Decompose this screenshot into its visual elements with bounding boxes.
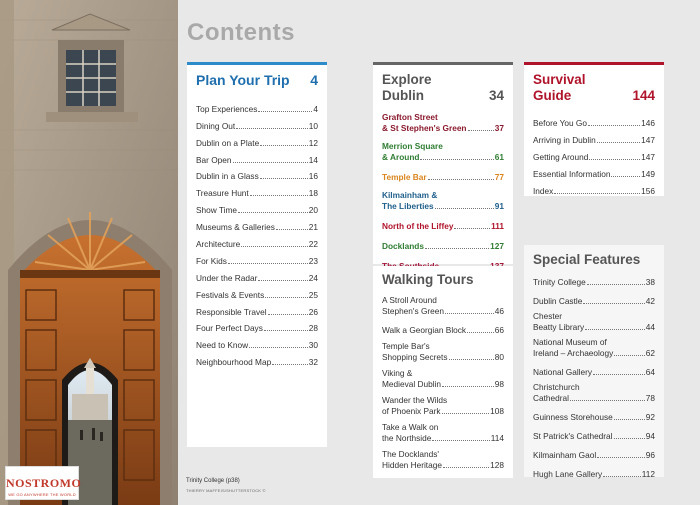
photo-caption: Trinity College (p38) [186,478,240,484]
entry-label: Before You Go [533,118,587,128]
entry-label-line2: Ireland – Archaeology [533,348,614,358]
entry-label-line2: of Phoenix Park [382,406,441,416]
entry-page: 147 [641,152,655,162]
dot-leader [249,347,308,348]
section-page: 34 [488,88,504,103]
entry-label: Top Experiences [196,103,258,114]
toc-entry[interactable] [533,446,655,460]
nostromo-logo [5,466,82,500]
dot-leader [241,246,307,247]
entry-label-line2-row [382,201,504,211]
dot-leader [250,195,308,196]
toc-entry[interactable] [382,368,504,389]
entry-page: 108 [490,406,504,416]
dot-leader [258,111,312,112]
toc-entry[interactable] [196,266,318,283]
toc-entry[interactable] [382,395,504,416]
survival-list [533,111,655,196]
toc-entry[interactable] [196,131,318,148]
dot-leader [593,374,645,375]
entry-label-line2: Stephen's Green [382,306,445,316]
dot-leader [614,438,645,439]
toc-entry[interactable] [196,165,318,182]
toc-entry[interactable] [196,333,318,350]
toc-entry[interactable] [533,111,655,128]
entry-label: Responsible Travel [196,306,267,317]
entry-page: 14 [308,154,318,165]
toc-entry[interactable] [533,465,655,479]
dot-leader [260,178,308,179]
toc-entry[interactable] [382,219,504,231]
dot-leader [603,476,641,477]
toc-entry[interactable] [533,145,655,162]
entry-label: Essential Information [533,169,611,179]
entry-label-line2: The Liberties [382,201,434,211]
toc-entry[interactable] [533,179,655,196]
entry-page: 18 [308,188,318,199]
section-title: Plan Your Trip [196,72,290,88]
entry-label-line2: the Northside [382,433,432,443]
entry-label-line2: Cathedral [533,393,569,403]
toc-entry[interactable] [382,341,504,362]
toc-entry[interactable] [196,232,318,249]
cover-photo [0,0,178,505]
entry-page: 62 [645,348,655,358]
toc-entry[interactable] [196,350,318,367]
toc-entry[interactable] [196,148,318,165]
dot-leader [435,208,494,209]
explore-list [382,112,504,271]
dot-leader [420,159,493,160]
toc-entry[interactable] [196,249,318,266]
entry-page: 111 [491,221,504,231]
entry-page: 4 [313,103,318,114]
toc-entry[interactable] [382,322,504,335]
toc-entry[interactable] [196,317,318,334]
entry-label: Festivals & Events [196,289,265,300]
entry-label-line1: Chester [533,311,563,321]
entry-page: 20 [308,205,318,216]
entry-page: 127 [490,241,504,251]
entry-label-line2-row [533,393,655,403]
entry-label: Dublin in a Glass [196,171,259,182]
dot-leader [468,130,494,131]
entry-label: Walk a Georgian Block [382,325,467,335]
dot-leader [264,330,308,331]
section-page: 144 [632,88,655,103]
entry-label: Need to Know [196,340,249,351]
entry-label: For Kids [196,255,227,266]
entry-page: 42 [645,296,655,306]
entry-page: 112 [641,469,655,479]
entry-label: North of the Liffey [382,221,454,231]
entry-label-line1: The Docklands' [382,449,439,459]
entry-page: 38 [645,277,655,287]
entry-label: Four Perfect Days [196,323,263,334]
dot-leader [258,280,307,281]
section-heading [382,272,504,287]
entry-label: Hugh Lane Gallery [533,469,603,479]
dot-leader [268,314,308,315]
toc-entry[interactable] [382,112,504,133]
dot-leader [445,313,494,314]
dot-leader [428,179,494,180]
toc-entry[interactable] [382,141,504,162]
dot-leader [236,128,308,129]
section-page: 4 [310,72,318,88]
entry-label-line1: Viking & [382,368,413,378]
toc-entry[interactable] [533,273,655,287]
dot-leader [585,329,645,330]
entry-label-line1: Take a Walk on [382,422,439,432]
entry-label: Temple Bar [382,172,427,182]
entry-label-line1: Christchurch [533,382,580,392]
entry-label: Dublin Castle [533,296,583,306]
entry-label: Getting Around [533,152,589,162]
section-title: Explore Dublin [382,72,432,103]
entry-page: 26 [308,306,318,317]
toc-entry[interactable] [196,114,318,131]
entry-page: 147 [641,135,655,145]
section-title: Survival Guide [533,72,586,103]
entry-page: 114 [490,433,504,443]
entry-page: 23 [308,255,318,266]
entry-label-line2: Beatty Library [533,322,585,332]
section-heading [382,72,504,104]
entry-page: 64 [645,367,655,377]
section-heading [533,72,655,104]
dot-leader [238,212,308,213]
plan-your-trip-card [187,62,327,447]
entry-label-line1: Kilmainham & [382,190,438,200]
dot-leader [583,303,644,304]
dot-leader [233,162,308,163]
entry-label-line2-row [382,123,504,133]
dot-leader [597,142,640,143]
entry-label-line1: National Museum of [533,337,607,347]
toc-entry[interactable] [533,382,655,403]
dot-leader [570,400,645,401]
logo-wordmark: NOSTROMO [6,476,82,490]
entry-label: Arriving in Dublin [533,135,596,145]
toc-entry[interactable] [382,422,504,443]
entry-page: 32 [308,357,318,368]
toc-entry[interactable] [382,295,504,316]
entry-page: 66 [494,325,504,335]
toc-entry[interactable] [196,97,318,114]
entry-label-line2-row [382,406,504,416]
toc-entry[interactable] [382,190,504,211]
entry-label-line2-row [533,322,655,332]
entry-page: 37 [494,123,504,133]
entry-label-line2-row [382,352,504,362]
toc-entry[interactable] [533,292,655,306]
toc-entry[interactable] [533,363,655,377]
entry-label: Museums & Galleries [196,222,275,233]
toc-entry[interactable] [533,162,655,179]
toc-entry[interactable] [533,311,655,332]
entry-label: Show Time [196,205,238,216]
entry-label: Neighbourhood Map [196,357,272,368]
plan-list [196,97,318,367]
entry-label: Trinity College [533,277,586,287]
entry-label-line2: Shopping Secrets [382,352,448,362]
entry-label-line2-row [382,379,504,389]
dot-leader [265,297,308,298]
photo-credit: THIERRY MAFFEIS/SHUTTERSTOCK © [186,488,266,493]
entry-page: 96 [645,450,655,460]
section-title: Walking Tours [382,272,474,287]
entry-label: Docklands [382,241,424,251]
entry-page: 28 [308,323,318,334]
dot-leader [454,228,490,229]
section-heading [533,252,655,267]
dot-leader [443,467,489,468]
entry-label-line2: & St Stephen's Green [382,123,467,133]
section-heading [196,72,318,88]
toc-entry[interactable] [196,181,318,198]
toc-entry[interactable] [196,215,318,232]
dot-leader [425,248,489,249]
dot-leader [228,263,308,264]
toc-entry[interactable] [533,408,655,422]
entry-page: 22 [308,239,318,250]
entry-page: 61 [494,152,504,162]
toc-entry[interactable] [533,128,655,145]
entry-label: Index [533,186,554,196]
toc-entry[interactable] [196,198,318,215]
entry-page: 146 [641,118,655,128]
entry-label: Guinness Storehouse [533,412,613,422]
entry-page: 92 [645,412,655,422]
entry-label-line1: A Stroll Around [382,295,437,305]
walking-tours-card [373,266,513,478]
entry-label: St Patrick's Cathedral [533,431,613,441]
entry-label: Dining Out [196,120,236,131]
entry-label: National Gallery [533,367,593,377]
entry-label-line2: & Around [382,152,420,162]
dot-leader [260,145,308,146]
entry-page: 77 [494,172,504,182]
entry-label-line1: Temple Bar's [382,341,430,351]
logo-tagline: WE GO ANYWHERE THE WORLD [8,492,76,497]
entry-page: 46 [494,306,504,316]
special-list [533,273,655,479]
toc-entry[interactable] [382,170,504,182]
toc-entry[interactable] [382,449,504,470]
entry-label-line2: Hidden Heritage [382,460,442,470]
entry-label-line2-row [382,460,504,470]
entry-page: 16 [308,171,318,182]
dot-leader [589,159,640,160]
special-features-card [524,245,664,477]
entry-label-line1: Grafton Street [382,112,438,122]
entry-page: 78 [645,393,655,403]
dot-leader [614,419,645,420]
entry-page: 91 [494,201,504,211]
dot-leader [467,332,494,333]
explore-dublin-card [373,62,513,264]
entry-label: Bar Open [196,154,232,165]
entry-label: Dublin on a Plate [196,137,260,148]
entry-label-line2: Medieval Dublin [382,379,442,389]
entry-page: 30 [308,340,318,351]
entry-label-line2-row [382,433,504,443]
entry-page: 156 [641,186,655,196]
dot-leader [587,284,645,285]
entry-page: 24 [308,272,318,283]
dot-leader [611,176,640,177]
dot-leader [449,359,494,360]
dot-leader [588,125,640,126]
entry-label-line1: Merrion Square [382,141,443,151]
dot-leader [276,229,308,230]
dot-leader [554,193,640,194]
walking-list [382,295,504,470]
entry-page: 21 [308,222,318,233]
entry-label: Under the Radar [196,272,258,283]
entry-label-line2-row [382,306,504,316]
trinity-college-photo [0,0,178,505]
entry-page: 80 [494,352,504,362]
entry-page: 149 [641,169,655,179]
entry-page: 10 [308,120,318,131]
entry-page: 44 [645,322,655,332]
entry-label: Kilmainham Gaol [533,450,597,460]
dot-leader [597,457,645,458]
entry-page: 25 [308,289,318,300]
entry-page: 94 [645,431,655,441]
dot-leader [614,355,645,356]
survival-guide-card [524,62,664,196]
entry-label-line2-row [533,348,655,358]
toc-entry[interactable] [196,283,318,300]
dot-leader [442,413,490,414]
dot-leader [272,364,308,365]
entry-label: Architecture [196,239,241,250]
section-title: Special Features [533,252,641,267]
toc-entry[interactable] [533,427,655,441]
dot-leader [432,440,489,441]
entry-label-line1: Wander the Wilds [382,395,448,405]
entry-label-line2-row [382,152,504,162]
toc-entry[interactable] [196,300,318,317]
toc-entry[interactable] [382,239,504,251]
entry-page: 12 [308,137,318,148]
dot-leader [442,386,494,387]
toc-entry[interactable] [533,337,655,358]
entry-label: Treasure Hunt [196,188,249,199]
entry-page: 128 [490,460,504,470]
page-title: Contents [187,19,295,46]
entry-page: 98 [494,379,504,389]
